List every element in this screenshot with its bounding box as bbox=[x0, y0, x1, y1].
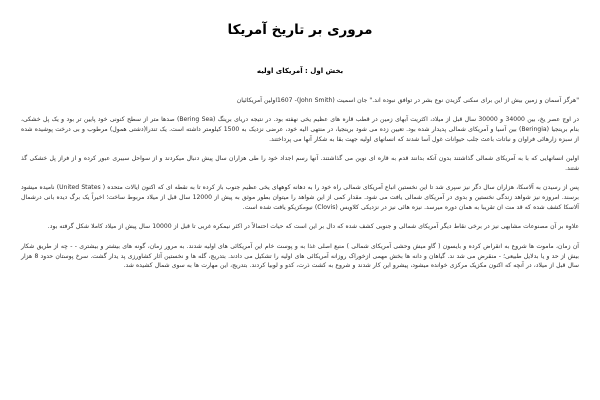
paragraph-artifacts: علاوه بر آن مصنوعات مشابهی نیز در برخی نقاط دیگر آمریکای شمالی و جنوبی کشف شده که دال بر این است که حیات احتمالاً در اکثر نیمکره غربی تا قبل از 10000 سال پیش از میلاد کاملا شکل گرفته بود. bbox=[47, 223, 579, 231]
document-body bbox=[20, 96, 580, 272]
paragraph-quote: "هرگز آسمان و زمین بیش از این برای سکنی گزیدن نوع بشر در توافق نبوده اند." جان اسمیت (John Smith)- 1607اولین آمریکائیان bbox=[236, 96, 579, 104]
paragraph-first-humans: اولین انسانهایی که با به آمریکای شمالی گذاشتند بدون آنکه بدانند قدم به قاره ای نوین می گذاشتند. آنها رسم اجداد خود را طی هزاران سال پیش دنبال میکردند و از سواحل سیبری عبور کرده و از فراز پل خشکی گذ شتند. bbox=[21, 155, 579, 172]
section-heading: بخش اول : آمریکای اولیه bbox=[256, 66, 344, 75]
paragraph-alaska-migration: پس از رسیدن به آلاسکا، هزاران سال دگر نیز سپری شد تا این نخستین انباع آمریکای شمالی راه خود را به دهانه کوههای یخی عظیم جنوب باز کرده تا به نقطه ای که اکنون ایالات متحده ( United States) نامیده میشود برسند. امروزه نیز شواهد زندگی نخستین و بدوی در آمریکای شمالی یافت می شود. مقدار کمی از این شواهد را میتوان بطور موثق به پیش از 12000 سال قبل از میلاد مربوط ساخت؛ اخیراً یک برگ دیده بانی درشمال آلاسکا کشف شده که قد مت ان تقریبا به همان دوره میرسد. نیزه هائی نیز در نزدیکی کلاویس (Clovis) نیومکزیکو یافت شده است. bbox=[21, 184, 579, 212]
paragraph-agriculture: آن زمان، ماموت ها شروع به انقراض کرده و بایسون ( گاو میش وحشی آمریکای شمالی ) منبع اصلی غذا به و پوست خام این آمریکائی های اولیه شدند. به مرور زمان، گونه های بیشتر و بیشتری - - چه از طریق شکار بیش از حد و یا بدلایل طبیعی؛ - منقرض می شد ند. گیاهان و دانه ها بخش مهمی ازخوراک روزانه آمریکائی های اولیه را تشکیل می دادند. بتدریج، گله ها و نخستین آثار کشاورزی پد یدار گشت. سرخ پوستان حدود 8 هزار سال قبل از میلاد، در آنچه که اکنون مکزیک مرکزی خوانده میشود، پیشرو این کار شدند و شروع به کشت ذرت، کدو و لوبیا کردند. بتدریج، این مهارت ها به سوی شمال کشیده شد. bbox=[21, 242, 579, 270]
paragraph-ice-age: در اوج عصر یخ، بین 34000 و 30000 سال قبل از میلاد، اکثریت آبهای زمین در قطب قاره های عظیم یخی نهفته بود. در نتیجه دریای برینگ (Bering Sea) صدها متر از سطح کنونی خود پایین تر بود و یک پل خشکی، بنام برینجیا (Beringia) بین آسیا و آمریکای شمالی پدیدار شده بود. تعیین زده می شود برینجیا، در منتهی الیه خود، عرضی نزدیک به 1500 کیلومتر داشته است. یک تندرا(دشتی همول) مرطوب و بی درخت پوشیده شده از سبزه زارهائی فراوان و نباتات باعث جلب حیوانات غول آسا شدند که انسانهای اولیه جهت بقا به شکار آنها می پرداختند. bbox=[21, 116, 580, 143]
page-title: مروری بر تاریخ آمریکا bbox=[227, 22, 373, 38]
